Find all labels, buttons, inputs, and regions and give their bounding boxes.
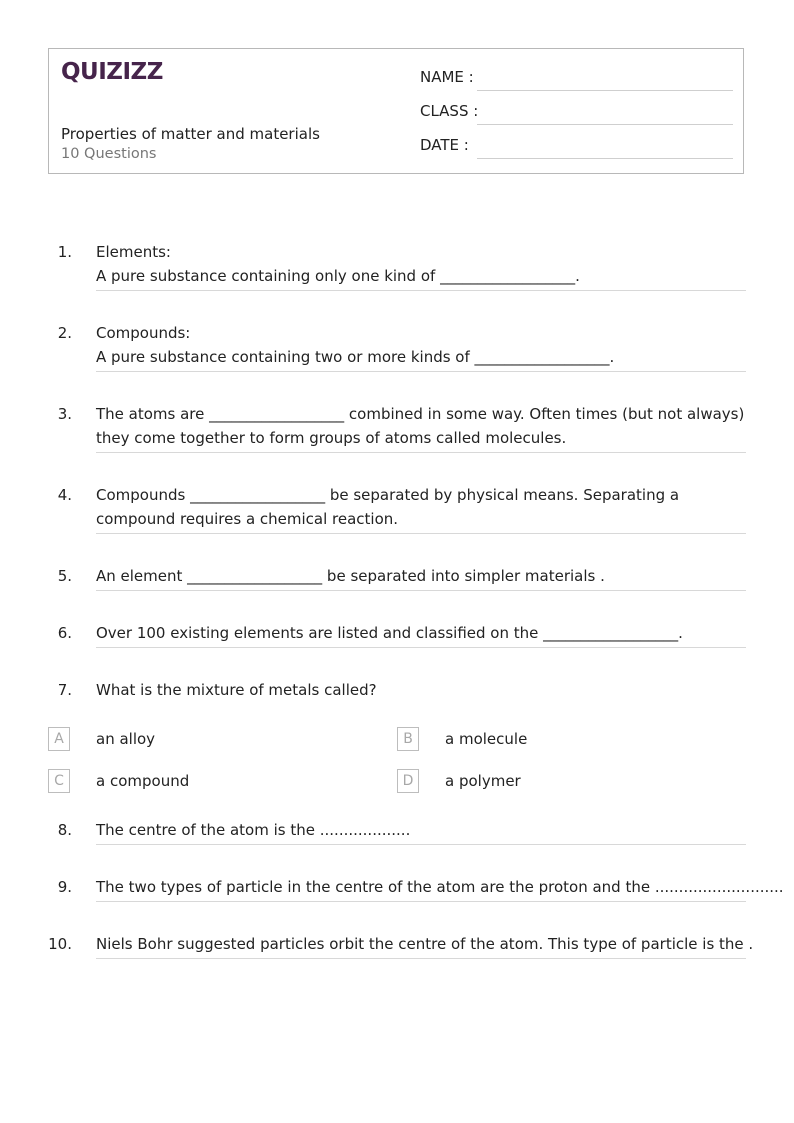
option-text: a molecule — [445, 730, 528, 748]
name-field — [420, 68, 733, 92]
question-text — [96, 402, 746, 453]
date-field — [420, 136, 733, 160]
question-line: A pure substance containing only one kind of __________________. — [96, 267, 580, 285]
question-line: Niels Bohr suggested particles orbit the centre of the atom. This type of particle is the . — [96, 935, 754, 953]
question-line: compound requires a chemical reaction. — [96, 510, 399, 528]
option-text: a polymer — [445, 772, 521, 790]
question-line: Elements: — [96, 243, 171, 261]
option-a[interactable] — [48, 727, 368, 753]
date-label: DATE : — [420, 136, 469, 154]
worksheet-title: Properties of matter and materials — [61, 125, 320, 143]
question-text — [96, 678, 746, 704]
option-text: a compound — [96, 772, 190, 790]
question-line: The centre of the atom is the ................... — [96, 821, 411, 839]
question-line: Over 100 existing elements are listed and classified on the __________________. — [96, 624, 683, 642]
option-letter-box[interactable]: A — [48, 727, 70, 751]
question-number: 1. — [57, 243, 72, 261]
name-label: NAME : — [420, 68, 474, 86]
question-text — [96, 240, 746, 291]
question-number: 8. — [57, 821, 72, 839]
question-text — [96, 564, 746, 591]
option-text: an alloy — [96, 730, 156, 748]
question-line: What is the mixture of metals called? — [96, 681, 377, 699]
question-line: A pure substance containing two or more kinds of __________________. — [96, 348, 615, 366]
question-line: The atoms are __________________ combined in some way. Often times (but not always) — [96, 405, 745, 423]
question-number: 5. — [57, 567, 72, 585]
option-letter-box[interactable]: C — [48, 769, 70, 793]
question-line: Compounds: — [96, 324, 191, 342]
question-line: The two types of particle in the centre of the atom are the proton and the ........................... — [96, 878, 784, 896]
worksheet-header — [48, 48, 744, 174]
question-number: 10. — [48, 935, 72, 953]
question-text — [96, 875, 784, 902]
question-text — [96, 818, 746, 845]
option-d[interactable] — [397, 769, 717, 795]
question-number: 3. — [57, 405, 72, 423]
question-text — [96, 483, 746, 534]
date-write-line[interactable] — [477, 158, 733, 159]
question-number: 4. — [57, 486, 72, 504]
question-number: 2. — [57, 324, 72, 342]
option-c[interactable] — [48, 769, 368, 795]
question-line: An element __________________ be separated into simpler materials . — [96, 567, 605, 585]
question-line: Compounds __________________ be separated by physical means. Separating a — [96, 486, 680, 504]
quizizz-logo: QUIZIZZ — [61, 59, 163, 85]
name-write-line[interactable] — [477, 90, 733, 91]
class-field — [420, 102, 733, 126]
question-text — [96, 321, 746, 372]
option-letter-box[interactable]: B — [397, 727, 419, 751]
question-count: 10 Questions — [61, 146, 157, 162]
option-letter-box[interactable]: D — [397, 769, 419, 793]
question-text — [96, 621, 746, 648]
question-number: 6. — [57, 624, 72, 642]
question-line: they come together to form groups of atoms called molecules. — [96, 429, 567, 447]
class-write-line[interactable] — [477, 124, 733, 125]
question-number: 9. — [57, 878, 72, 896]
option-b[interactable] — [397, 727, 717, 753]
question-text — [96, 932, 754, 959]
class-label: CLASS : — [420, 102, 479, 120]
question-number: 7. — [57, 681, 72, 699]
